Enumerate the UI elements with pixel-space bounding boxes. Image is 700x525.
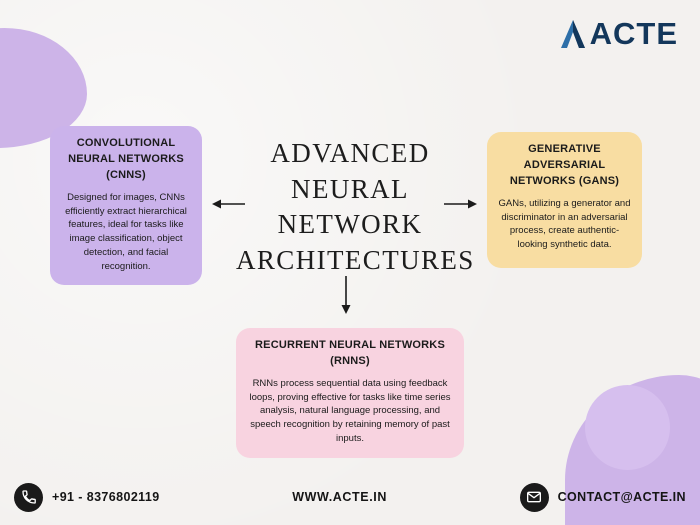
node-gan-title: GENERATIVE ADVERSARIAL NETWORKS (GANS) <box>509 143 620 187</box>
phone-icon <box>14 483 43 512</box>
arrow-down-icon <box>338 276 354 314</box>
node-cnn-body: Designed for images, CNNs efficiently extract hierarchical features, ideal for tasks like image classification, object detection, and facial recognition. <box>65 191 187 272</box>
node-cnn-title: CONVOLUTIONAL NEURAL NETWORKS (CNNS) <box>68 137 184 181</box>
footer-email-text: CONTACT@ACTE.IN <box>557 490 686 504</box>
node-rnn-title: RECURRENT NEURAL NETWORKS (RNNS) <box>255 339 445 367</box>
email-icon <box>520 483 549 512</box>
node-rnn-body: RNNs process sequential data using feedback loops, proving effective for tasks like time series analysis, natural language processing, and speech recognition by retaining memory of past inputs. <box>249 377 451 444</box>
brand-logo-text: ACTE <box>589 16 678 51</box>
arrow-left-icon <box>212 196 246 212</box>
page-title: ADVANCED NEURAL NETWORK ARCHITECTURES <box>236 138 475 275</box>
arrow-right-icon <box>443 196 477 212</box>
footer-bar <box>0 469 700 525</box>
node-gan <box>487 132 642 268</box>
node-rnn <box>236 328 464 458</box>
footer-email[interactable] <box>520 483 686 512</box>
decorative-circle-bottom-right <box>585 385 670 470</box>
node-gan-body: GANs, utilizing a generator and discriminator in an adversarial process, create authentic-looking synthetic data. <box>498 197 631 251</box>
brand-logo <box>560 16 678 52</box>
footer-website[interactable]: WWW.ACTE.IN <box>292 490 387 504</box>
acte-logo-icon <box>560 19 586 49</box>
footer-phone-text: +91 - 8376802119 <box>52 490 160 504</box>
node-cnn <box>50 126 202 285</box>
footer-phone[interactable] <box>14 483 160 512</box>
